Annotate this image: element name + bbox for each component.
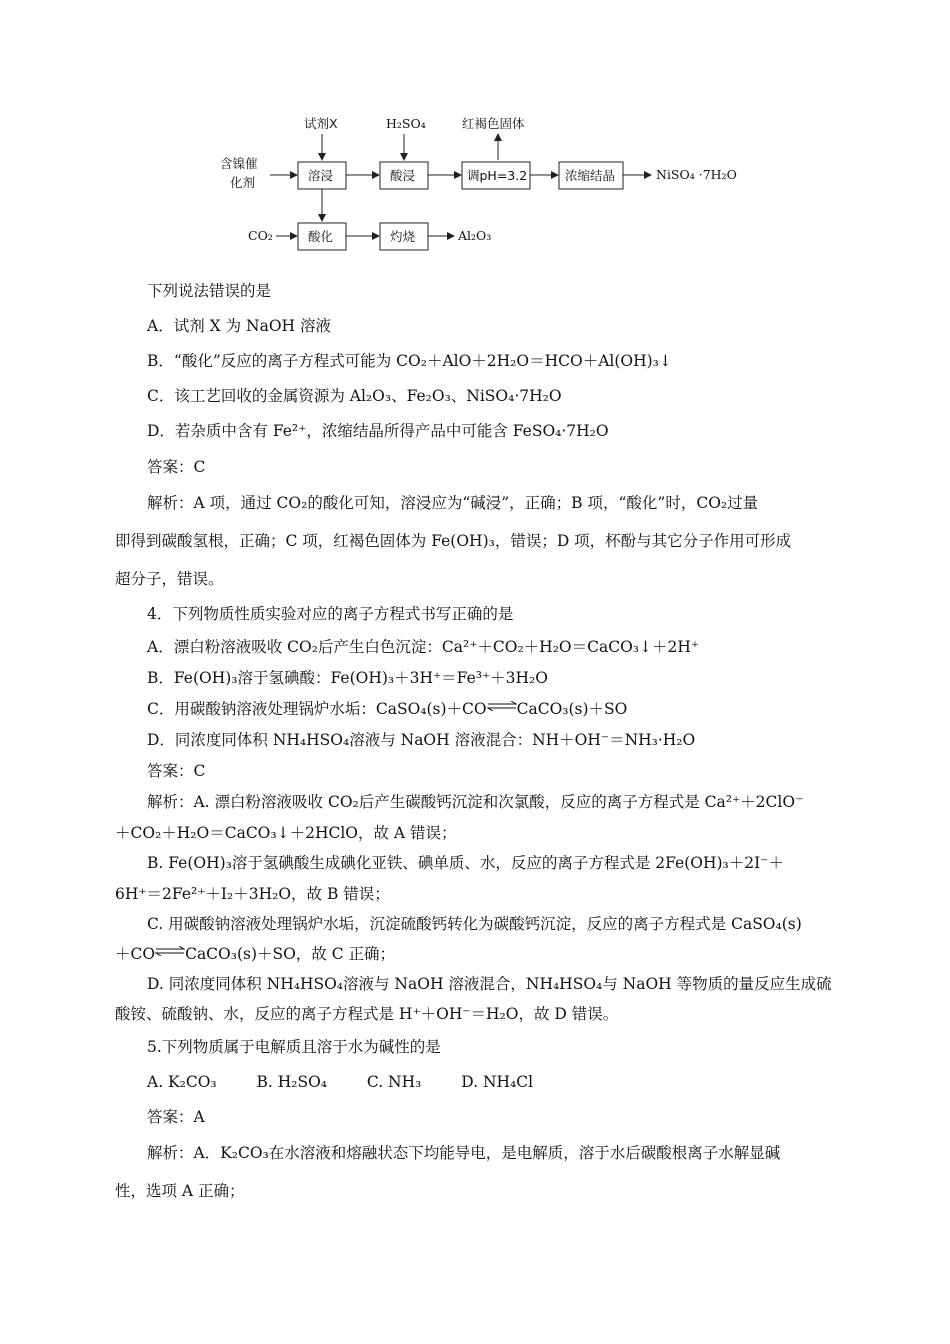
q5-option-c: C. NH₃ xyxy=(366,1073,422,1091)
concentrate-label: 浓缩结晶 xyxy=(565,168,616,183)
q4-option-a: A．漂白粉溶液吸收 CO₂后产生白色沉淀：Ca²⁺＋CO₂＋H₂O＝CaCO₃↓＋2H⁺ xyxy=(147,638,700,656)
process-flowchart xyxy=(200,108,760,258)
q5-option-a: A. K₂CO₃ xyxy=(147,1073,217,1091)
q4-option-c-left: C．用碳酸钠溶液处理锅炉水垢：CaSO₄(s)＋CO xyxy=(147,700,487,718)
q4-analysis-b2: 6H⁺＝2Fe²⁺＋I₂＋3H₂O，故 B 错误； xyxy=(115,885,390,903)
q4-analysis-c1: C. 用碳酸钠溶液处理锅炉水垢，沉淀硫酸钙转化为碳酸钙沉淀，反应的离子方程式是 CaSO₄(s) xyxy=(147,915,802,933)
leach-label: 溶浸 xyxy=(308,168,334,183)
q5-analysis-line1: 解析：A．K₂CO₃在水溶液和熔融状态下均能导电，是电解质，溶于水后碳酸根离子水解显碱 xyxy=(147,1144,781,1162)
co2-label: CO₂ xyxy=(248,228,273,243)
h2so4-label: H₂SO₄ xyxy=(386,116,426,131)
q4-analysis-d1: D. 同浓度同体积 NH₄HSO₄溶液与 NaOH 溶液混合，NH₄HSO₄与 NaOH 等物质的量反应生成硫 xyxy=(147,975,832,993)
q4-option-b: B．Fe(OH)₃溶于氢碘酸：Fe(OH)₃＋3H⁺＝Fe³⁺＋3H₂O xyxy=(147,669,548,687)
q3-answer: 答案：C xyxy=(147,458,206,476)
q3-option-a: A．试剂 X 为 NaOH 溶液 xyxy=(147,317,331,335)
q4-analysis-a1: 解析：A. 漂白粉溶液吸收 CO₂后产生碳酸钙沉淀和次氯酸，反应的离子方程式是 Ca²⁺＋2ClO⁻ xyxy=(147,793,804,811)
q4-analysis-d2: 酸铵、硫酸钠、水，反应的离子方程式是 H⁺＋OH⁻＝H₂O，故 D 错误。 xyxy=(115,1005,619,1023)
ph-adjust-label: 调pH=3.2 xyxy=(467,168,528,183)
q4-option-c xyxy=(147,698,627,720)
acid-leach-label: 酸浸 xyxy=(390,168,416,183)
niso4-product-label: NiSO₄ ·7H₂O xyxy=(656,167,737,182)
q4-analysis-c2-right: CaCO₃(s)＋SO，故 C 正确； xyxy=(185,945,396,963)
q4-analysis-c2 xyxy=(115,943,395,965)
q3-option-c: C．该工艺回收的金属资源为 Al₂O₃、Fe₂O₃、NiSO₄·7H₂O xyxy=(147,387,562,405)
red-brown-solid-label: 红褐色固体 xyxy=(462,116,525,131)
acidify-label: 酸化 xyxy=(308,229,334,244)
q3-analysis-line3: 超分子，错误。 xyxy=(115,570,224,588)
q5-answer: 答案：A xyxy=(147,1108,205,1126)
q3-analysis-line1: 解析：A 项，通过 CO₂的酸化可知，溶浸应为“碱浸”，正确；B 项，“酸化”时，CO₂过量 xyxy=(147,494,759,512)
q5-options xyxy=(147,1071,533,1093)
al2o3-product-label: Al₂O₃ xyxy=(458,228,492,243)
q4-analysis-a2: ＋CO₂＋H₂O＝CaCO₃↓＋2HClO，故 A 错误； xyxy=(115,824,457,842)
q3-option-b: B．“酸化”反应的离子方程式可能为 CO₂＋AlO＋2H₂O＝HCO＋Al(OH)₃↓ xyxy=(147,352,672,370)
q4-option-d: D．同浓度同体积 NH₄HSO₄溶液与 NaOH 溶液混合：NH＋OH⁻＝NH₃·H₂O xyxy=(147,731,696,749)
q5-stem: 5.下列物质属于电解质且溶于水为碱性的是 xyxy=(147,1038,441,1056)
q4-analysis-c2-left: ＋CO xyxy=(115,945,156,963)
calcine-label: 灼烧 xyxy=(390,229,416,244)
q3-analysis-line2: 即得到碳酸氢根，正确；C 项，红褐色固体为 Fe(OH)₃，错误；D 项，杯酚与其它分子作用可形成 xyxy=(115,532,792,550)
q3-option-d: D．若杂质中含有 Fe²⁺，浓缩结晶所得产品中可能含 FeSO₄·7H₂O xyxy=(147,422,609,440)
q5-analysis-line2: 性，选项 A 正确； xyxy=(115,1182,245,1200)
q4-analysis-b1: B. Fe(OH)₃溶于氢碘酸生成碘化亚铁、碘单质、水，反应的离子方程式是 2Fe(OH)₃＋2I⁻＋ xyxy=(147,854,784,872)
catalyst-label-line2: 化剂 xyxy=(230,175,256,190)
q4-stem: 4．下列物质性质实验对应的离子方程式书写正确的是 xyxy=(147,605,514,623)
reagent-x-label: 试剂X xyxy=(304,116,338,131)
q5-option-d: D. NH₄Cl xyxy=(461,1073,534,1091)
q4-option-c-right: CaCO₃(s)＋SO xyxy=(516,700,628,718)
catalyst-label-line1: 含镍催 xyxy=(220,156,258,171)
equilibrium-arrow-icon xyxy=(487,701,517,711)
q4-answer: 答案：C xyxy=(147,762,206,780)
q3-stem: 下列说法错误的是 xyxy=(147,282,272,300)
q5-option-b: B. H₂SO₄ xyxy=(256,1073,328,1091)
equilibrium-arrow-icon xyxy=(155,946,185,956)
